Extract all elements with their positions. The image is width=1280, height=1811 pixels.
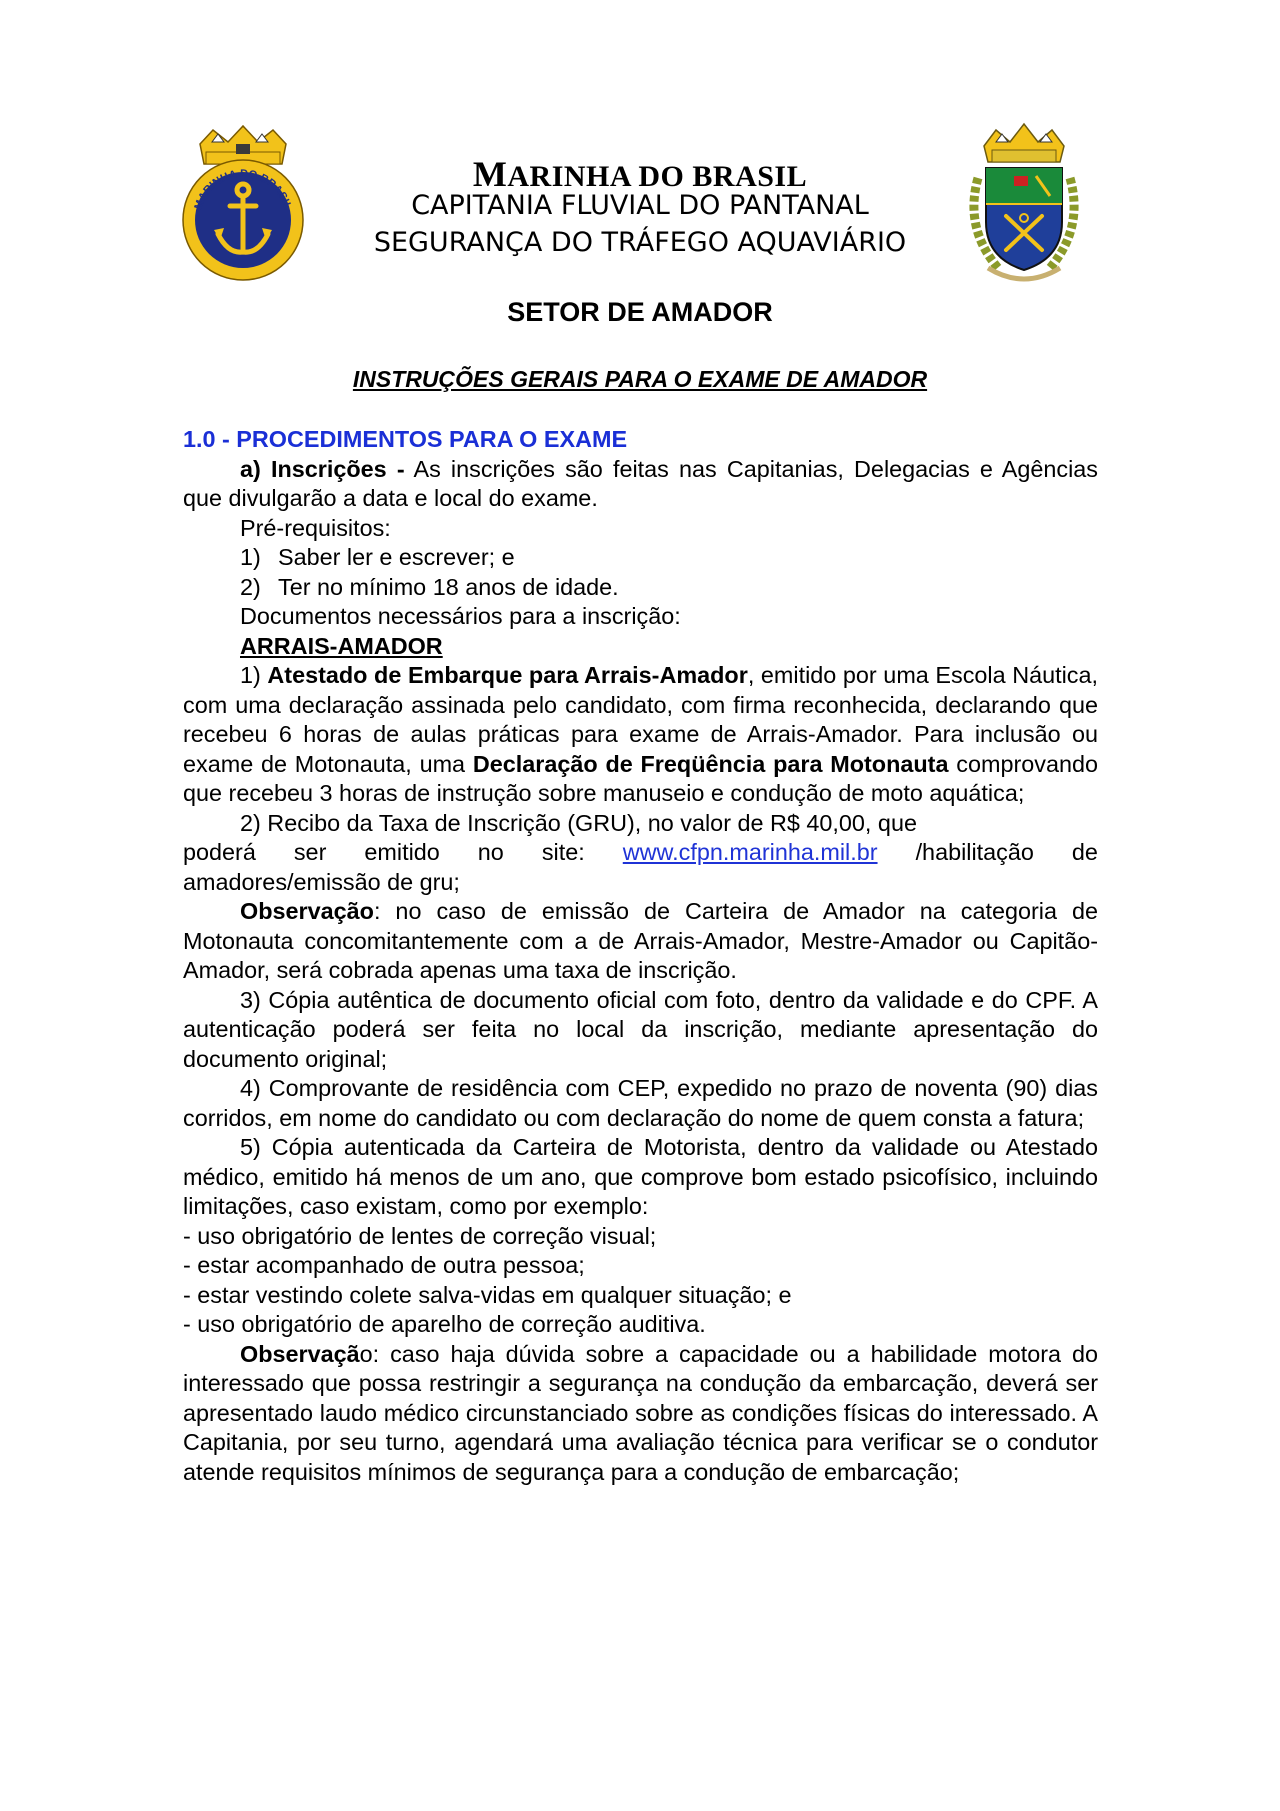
observation-1: Observação: no caso de emissão de Carteira de Amador na categoria de Motonauta concomitantemente com a de Arrais-Amador, Mestre-Amador ou Capitão-Amador, será cobrada apenas uma taxa de inscrição.: [183, 898, 1098, 983]
limitation-item: - estar acompanhado de outra pessoa;: [183, 1252, 585, 1278]
department-name: SEGURANÇA DO TRÁFEGO AQUAVIÁRIO: [373, 227, 907, 258]
limitation-item: - estar vestindo colete salva-vidas em qualquer situação; e: [183, 1281, 792, 1308]
gru-site-link[interactable]: www.cfpn.marinha.mil.br: [622, 839, 878, 865]
doc-item-3: 3) Cópia autêntica de documento oficial com foto, dentro da validade e do CPF. A autenticação poderá ser feita no local da inscrição, mediante apresentação do documento original;: [183, 986, 1098, 1072]
document-subtitle: INSTRUÇÕES GERAIS PARA O EXAME DE AMADOR: [352, 366, 928, 392]
docs-label: Documentos necessários para a inscrição:: [240, 603, 681, 629]
observation-2: Observação: caso haja dúvida sobre a capacidade ou a habilidade motora do interessado que possa restringir a segurança na condução da embarcação, deverá ser apresentado laudo médico circunstanciado sobre as condições físicas do interessado. A Capitania, por seu turno, agendará uma avaliação técnica para verificar se o condutor atende requisitos mínimos de segurança para a condução de embarcação;: [183, 1340, 1098, 1485]
paragraph-inscricoes: a) Inscrições - As inscrições são feitas nas Capitanias, Delegacias e Agências que divulgarão a data e local do exame.: [183, 455, 1099, 511]
capitania-coat-of-arms-icon: [958, 118, 1090, 290]
section-title: 1.0 - PROCEDIMENTOS PARA O EXAME: [183, 426, 628, 452]
doc-item-4: 4) Comprovante de residência com CEP, expedido no prazo de noventa (90) dias corridos, em nome do candidato ou com declaração do nome de quem consta a fatura;: [183, 1075, 1098, 1131]
prereq-label: Pré-requisitos:: [240, 514, 391, 541]
doc-item-5: 5) Cópia autenticada da Carteira de Motorista, dentro da validade ou Atestado médico, emitido há menos de um ano, que comprove bom estado psicofísico, incluindo limitações, caso existam, como por exemplo:: [183, 1134, 1098, 1219]
organization-title: MARINHA DO BRASIL: [472, 154, 808, 194]
prereq-item: 1) Saber ler e escrever; e: [240, 544, 515, 570]
limitation-item: - uso obrigatório de aparelho de correção auditiva.: [183, 1311, 706, 1337]
doc-item-1: 1) Atestado de Embarque para Arrais-Amador, emitido por uma Escola Náutica, com uma declaração assinada pelo candidato, com firma reconhecida, declarando que recebeu 6 horas de aulas práticas para exame de Arrais-Amador. Para inclusão ou exame de Motonauta, uma Declaração de Freqüência para Motonauta comprovando que recebeu 3 horas de instrução sobre manuseio e condução de moto aquática;: [183, 662, 1098, 806]
prereq-item: 2) Ter no mínimo 18 anos de idade.: [240, 573, 619, 600]
sector-title: SETOR DE AMADOR: [507, 297, 773, 327]
emblem-ring-text: MARINHA DO BRASIL: [192, 167, 294, 212]
capitania-name: CAPITANIA FLUVIAL DO PANTANAL: [411, 190, 869, 221]
document-body: [183, 425, 1098, 1487]
limitation-item: - uso obrigatório de lentes de correção visual;: [183, 1222, 657, 1249]
category-heading: ARRAIS-AMADOR: [240, 632, 443, 659]
marinha-do-brasil-emblem-icon: [178, 122, 308, 282]
doc-item-2: 2) Recibo da Taxa de Inscrição (GRU), no valor de R$ 40,00, que poderá ser emitido no site: www.cfpn.marinha.mil.br /habilitação de amadores/emissão de gru;: [183, 809, 1098, 895]
